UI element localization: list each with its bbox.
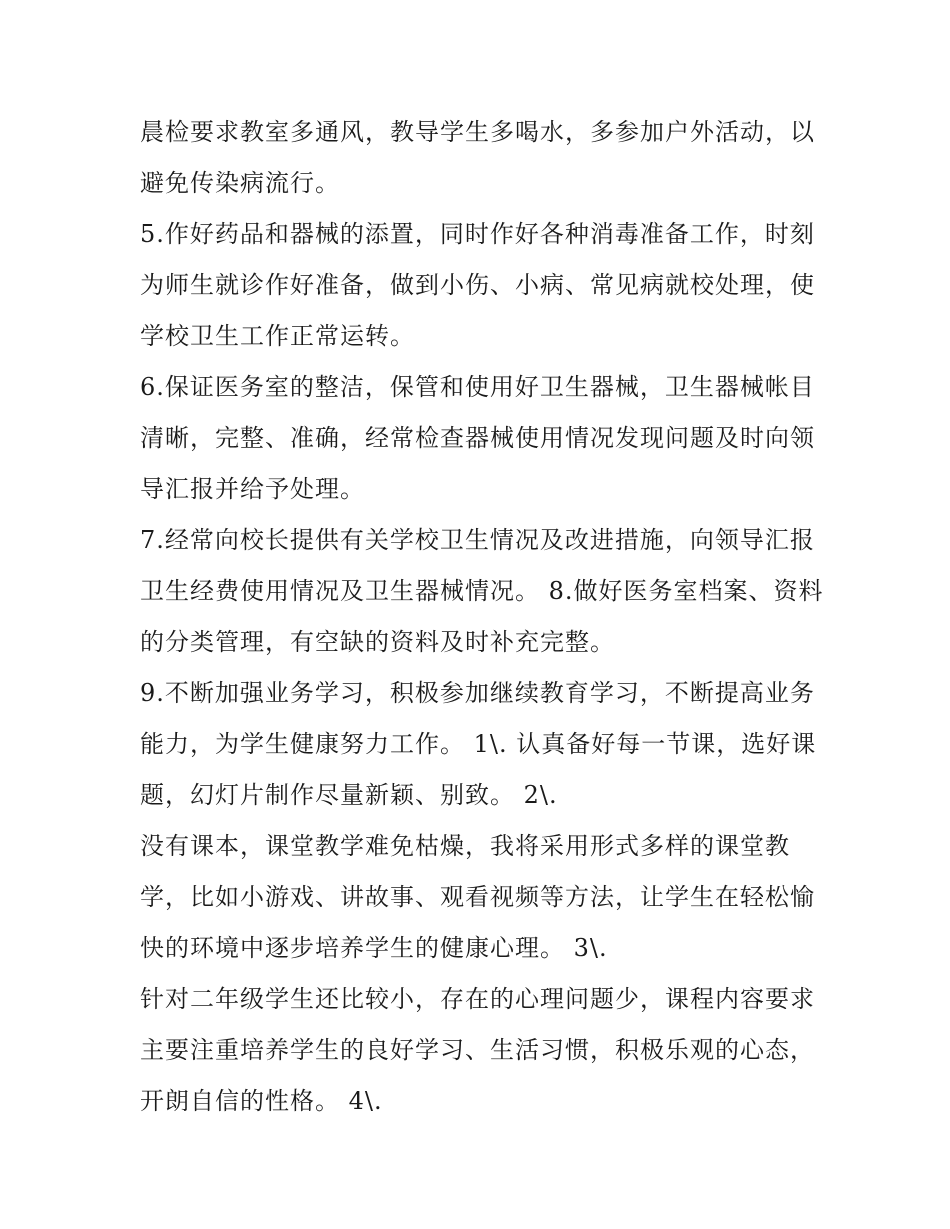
- text-line: 主要注重培养学生的良好学习、生活习惯，积极乐观的心态，: [140, 1036, 815, 1064]
- text-line: 晨检要求教室多通风，教导学生多喝水，多参加户外活动，以: [140, 118, 815, 146]
- text-line: 快的环境中逐步培养学生的健康心理。 3\.: [140, 934, 608, 962]
- text-line: 6.保证医务室的整洁，保管和使用好卫生器械，卫生器械帐目: [140, 373, 815, 401]
- text-line: 学校卫生工作正常运转。: [140, 322, 415, 350]
- text-line: 5.作好药品和器械的添置，同时作好各种消毒准备工作，时刻: [140, 220, 815, 248]
- text-line: 7.经常向校长提供有关学校卫生情况及改进措施，向领导汇报: [140, 526, 815, 554]
- text-line: 能力，为学生健康努力工作。 1\. 认真备好每一节课，选好课: [140, 730, 817, 758]
- body-text: [140, 107, 830, 1127]
- text-line: 导汇报并给予处理。: [140, 475, 365, 503]
- text-line: 题，幻灯片制作尽量新颖、别致。 2\.: [140, 781, 558, 809]
- text-line: 清晰，完整、准确，经常检查器械使用情况发现问题及时向领: [140, 424, 815, 452]
- text-line: 没有课本，课堂教学难免枯燥，我将采用形式多样的课堂教: [140, 832, 790, 860]
- text-line: 的分类管理，有空缺的资料及时补充完整。: [140, 628, 615, 656]
- text-line: 学，比如小游戏、讲故事、观看视频等方法，让学生在轻松愉: [140, 883, 815, 911]
- text-line: 卫生经费使用情况及卫生器械情况。 8.做好医务室档案、资料: [140, 577, 824, 605]
- text-line: 9.不断加强业务学习，积极参加继续教育学习，不断提高业务: [140, 679, 815, 707]
- text-line: 避免传染病流行。: [140, 169, 340, 197]
- text-line: 针对二年级学生还比较小，存在的心理问题少，课程内容要求: [140, 985, 815, 1013]
- text-line: 为师生就诊作好准备，做到小伤、小病、常见病就校处理，使: [140, 271, 815, 299]
- text-line: 开朗自信的性格。 4\.: [140, 1087, 383, 1115]
